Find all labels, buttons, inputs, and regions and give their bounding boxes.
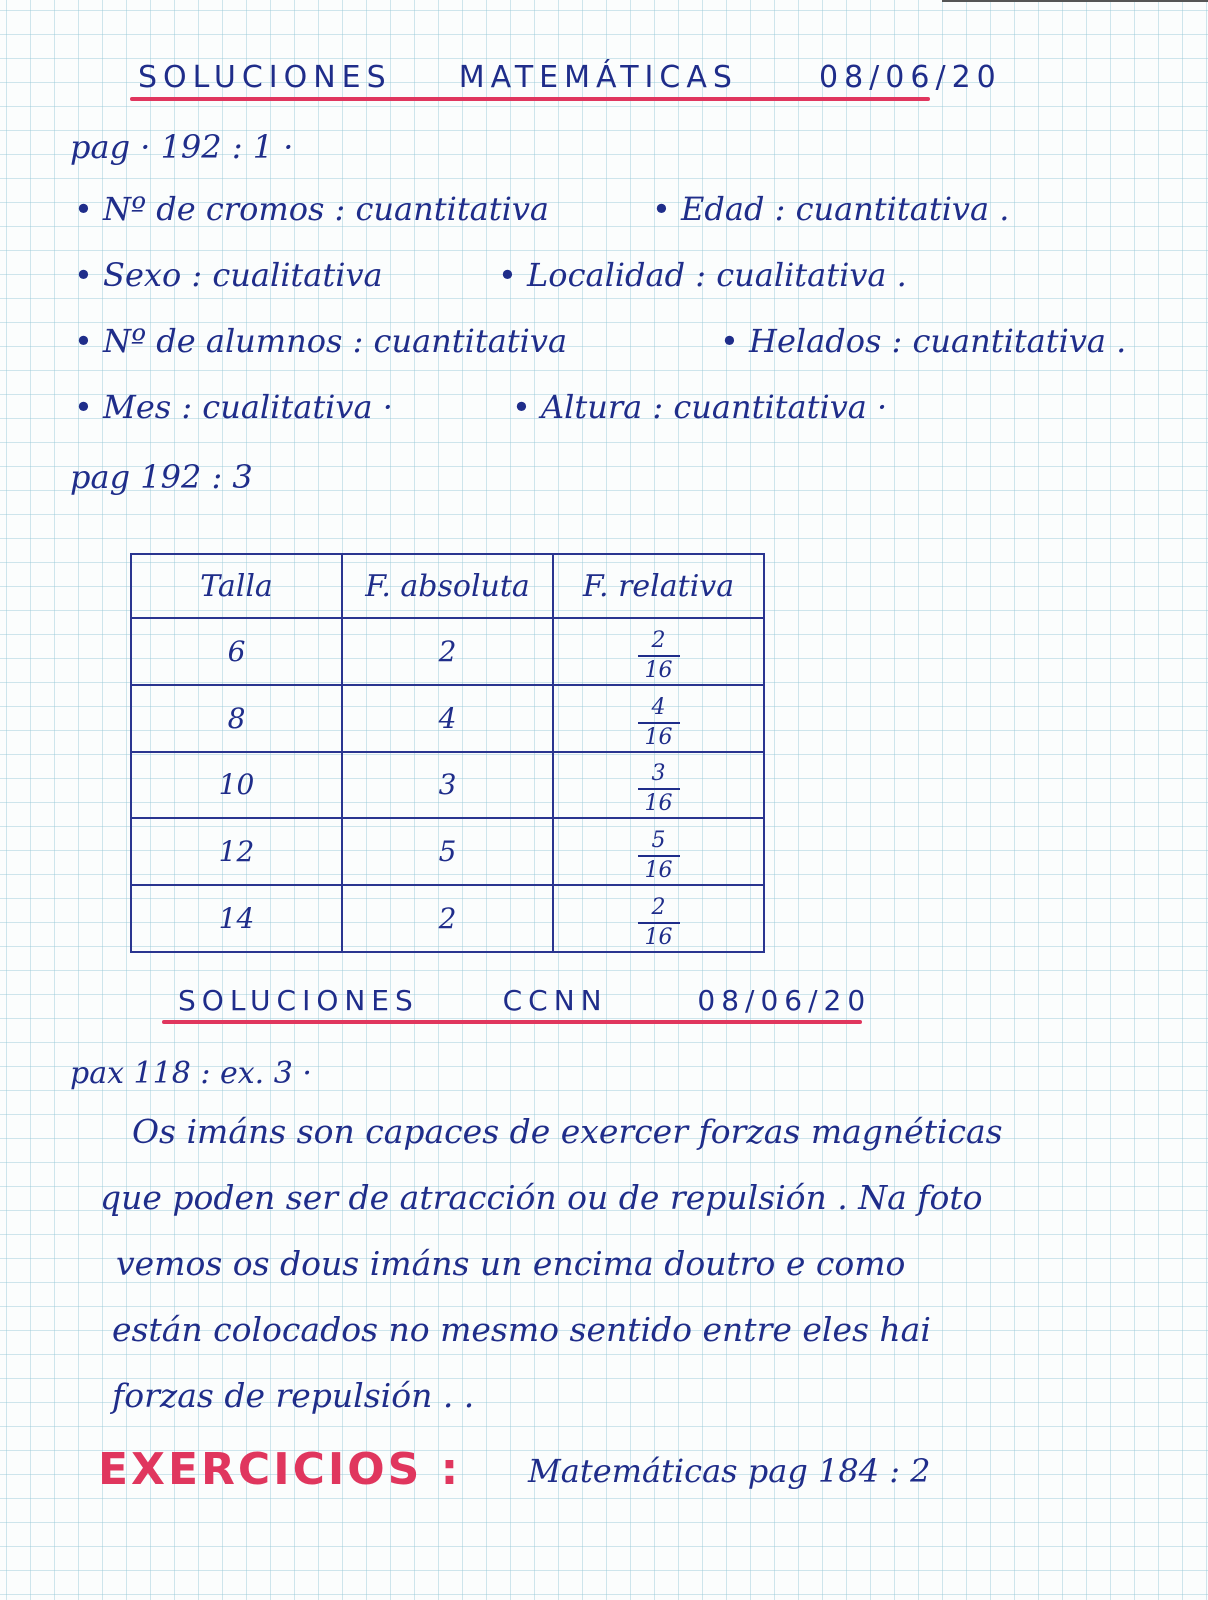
scan-edge <box>942 0 1208 2</box>
cell-talla: 14 <box>131 885 342 952</box>
cell-talla: 8 <box>131 685 342 752</box>
ccnn-heading-title: SOLUCIONES <box>178 984 419 1017</box>
table-row <box>131 885 764 952</box>
ccnn-heading-underline <box>162 1020 862 1024</box>
fraction-numerator: 4 <box>651 694 666 720</box>
fraction-numerator: 5 <box>651 828 666 854</box>
cell-relativa <box>553 885 764 952</box>
ccnn-paragraph-line-1: Os imáns son capaces de exercer forzas magnéticas <box>132 1112 1003 1151</box>
cell-relativa <box>553 685 764 752</box>
math-line-4a: • Mes : cualitativa · <box>74 388 393 426</box>
ccnn-paragraph-line-5: forzas de repulsión . . <box>112 1376 475 1415</box>
fraction-denominator: 16 <box>644 858 673 884</box>
math-line-2b: • Localidad : cualitativa . <box>498 256 907 294</box>
fraction <box>638 897 680 949</box>
cell-relativa <box>553 618 764 685</box>
math-line-3a: • Nº de alumnos : cuantitativa <box>74 322 568 360</box>
math-heading-date: 08/06/20 <box>819 60 1002 95</box>
table-row <box>131 818 764 885</box>
ccnn-ref: pax 118 : ex. 3 · <box>70 1056 312 1091</box>
math-ref-1: pag · 192 : 1 · <box>70 128 294 166</box>
fraction <box>638 627 680 683</box>
cell-talla: 10 <box>131 752 342 819</box>
math-ref-2: pag 192 : 3 <box>70 458 253 496</box>
table-header-row <box>131 554 764 618</box>
fraction-bar <box>638 922 680 924</box>
cell-relativa <box>553 818 764 885</box>
math-heading <box>138 60 1002 95</box>
math-heading-title: SOLUCIONES <box>138 60 392 95</box>
cell-absoluta: 3 <box>342 752 553 819</box>
ccnn-paragraph-line-3: vemos os dous imáns un encima doutro e como <box>116 1244 906 1283</box>
cell-absoluta: 2 <box>342 618 553 685</box>
math-line-2a: • Sexo : cualitativa <box>74 256 383 294</box>
table-row <box>131 618 764 685</box>
ccnn-heading <box>178 984 871 1017</box>
fraction-bar <box>638 855 680 857</box>
fraction-bar <box>638 788 680 790</box>
cell-absoluta: 5 <box>342 818 553 885</box>
math-line-1a: • Nº de cromos : cuantitativa <box>74 190 549 228</box>
fraction-denominator: 16 <box>644 791 673 817</box>
cell-relativa <box>553 752 764 819</box>
fraction-denominator: 16 <box>644 724 673 750</box>
math-line-3b: • Helados : cuantitativa . <box>720 322 1127 360</box>
exercicios-label: EXERCICIOS : <box>98 1444 462 1495</box>
fraction <box>638 694 680 750</box>
fraction-bar <box>638 655 680 657</box>
cell-talla: 12 <box>131 818 342 885</box>
math-line-4b: • Altura : cuantitativa · <box>512 388 888 426</box>
frequency-table <box>130 553 765 953</box>
math-heading-subject: MATEMÁTICAS <box>458 60 738 95</box>
col-header-relativa: F. relativa <box>553 554 764 618</box>
cell-absoluta: 4 <box>342 685 553 752</box>
math-heading-underline <box>130 97 930 101</box>
fraction-denominator: 16 <box>644 925 673 951</box>
fraction-bar <box>638 722 680 724</box>
ccnn-paragraph-line-4: están colocados no mesmo sentido entre eles hai <box>112 1310 931 1349</box>
table-row <box>131 752 764 819</box>
col-header-absoluta: F. absoluta <box>342 554 553 618</box>
col-header-talla: Talla <box>131 554 342 618</box>
table-row <box>131 685 764 752</box>
fraction-numerator: 2 <box>651 895 666 921</box>
ccnn-heading-date: 08/06/20 <box>697 984 872 1017</box>
exercicios-task: Matemáticas pag 184 : 2 <box>528 1452 931 1490</box>
fraction-numerator: 2 <box>651 627 666 653</box>
fraction-denominator: 16 <box>644 657 673 683</box>
cell-talla: 6 <box>131 618 342 685</box>
ccnn-paragraph-line-2: que poden ser de atracción ou de repulsión . Na foto <box>100 1178 983 1217</box>
math-line-1b: • Edad : cuantitativa . <box>652 190 1010 228</box>
fraction-numerator: 3 <box>651 761 666 787</box>
ccnn-heading-subject: CCNN <box>502 984 608 1017</box>
fraction <box>638 830 680 882</box>
fraction <box>638 763 680 815</box>
cell-absoluta: 2 <box>342 885 553 952</box>
